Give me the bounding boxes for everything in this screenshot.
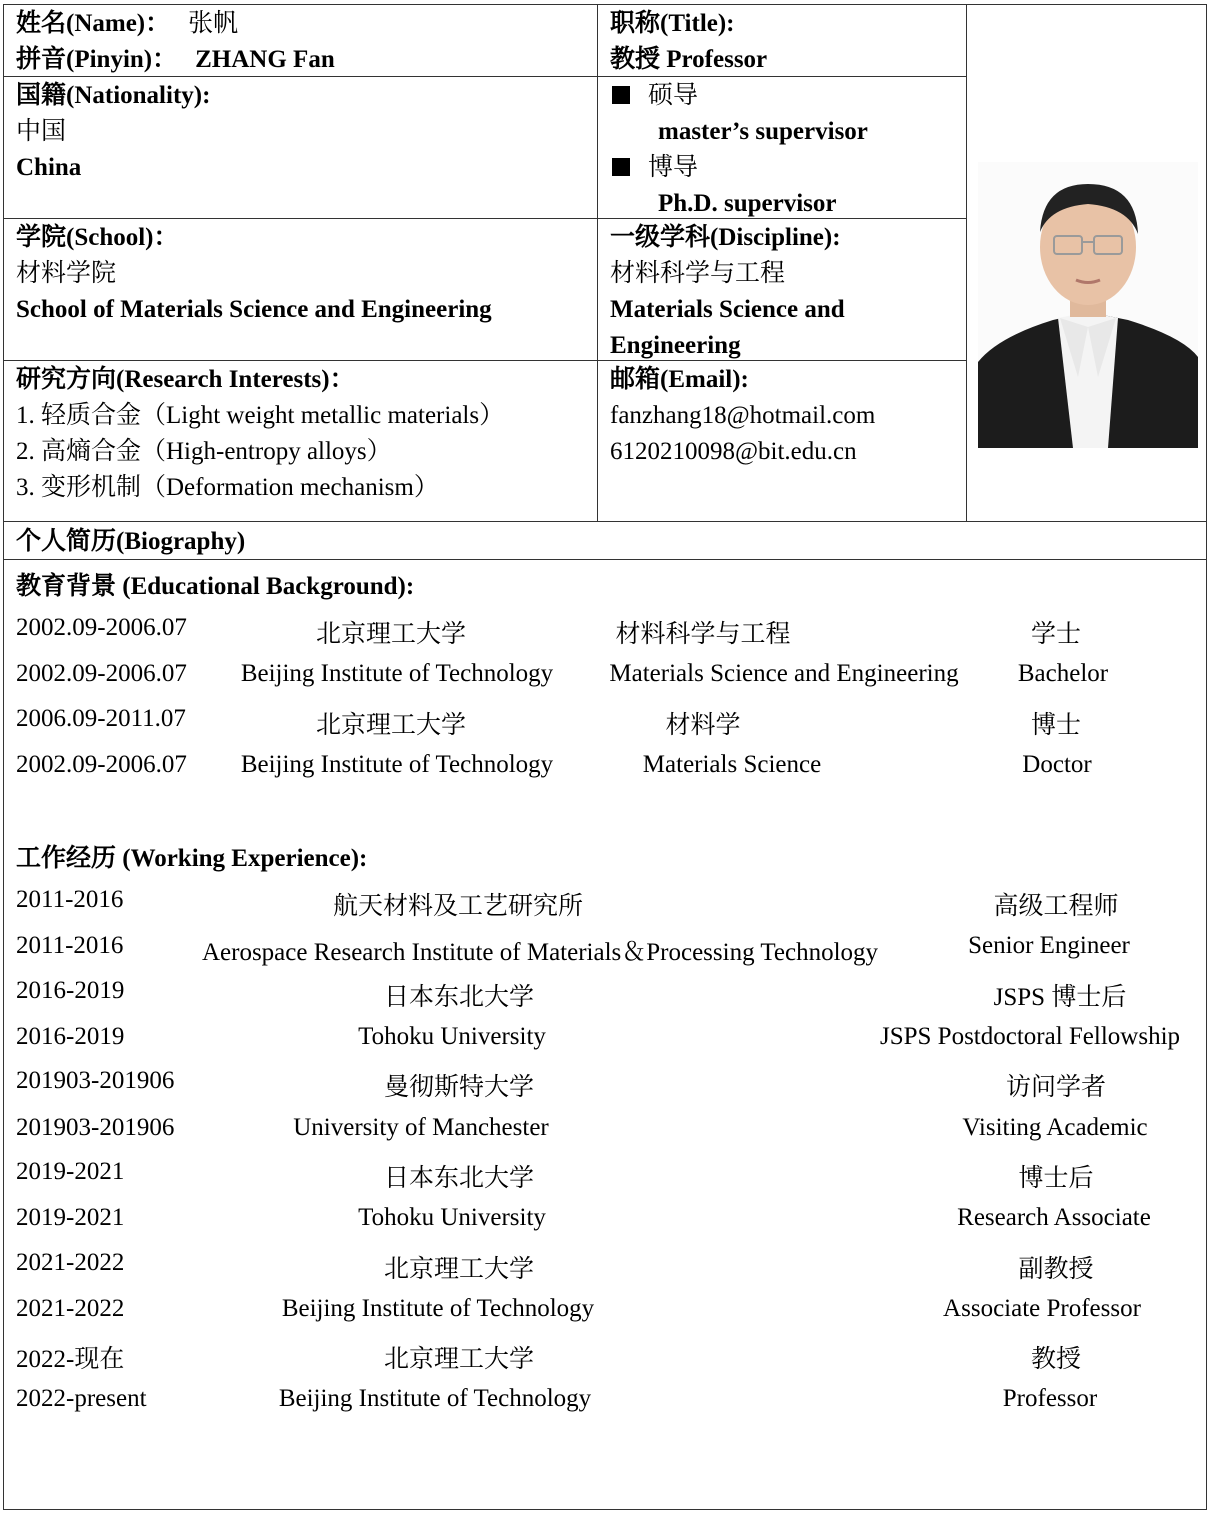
- nationality-cell: [16, 78, 210, 186]
- work-position: 博士后: [1018, 1165, 1094, 1192]
- research-item: 2. 高熵合金（High-entropy alloys）: [16, 438, 392, 465]
- work-org: 北京理工大学: [383, 1346, 535, 1373]
- work-position: Research Associate: [957, 1204, 1151, 1231]
- email-label: 邮箱(Email):: [610, 366, 749, 393]
- person-portrait-icon: [978, 162, 1198, 448]
- work-date: 2022-现在: [16, 1346, 125, 1373]
- work-date: 2016-2019: [16, 977, 125, 1004]
- work-org: Tohoku University: [358, 1023, 546, 1050]
- email-link[interactable]: 6120210098@bit.edu.cn: [610, 438, 857, 465]
- edu-date: 2006.09-2011.07: [16, 705, 186, 732]
- work-position: 访问学者: [1005, 1074, 1107, 1101]
- discipline-cell: [610, 220, 845, 364]
- work-position: Visiting Academic: [962, 1114, 1148, 1141]
- edu-degree: 博士: [1030, 712, 1082, 739]
- work-org: 曼彻斯特大学: [383, 1074, 535, 1101]
- work-org: Aerospace Research Institute of Materials＆Processing Technology: [201, 939, 879, 966]
- work-date: 2016-2019: [16, 1023, 125, 1050]
- discipline-en: Materials Science and: [610, 296, 845, 323]
- discipline-label: 一级学科(Discipline):: [610, 224, 841, 251]
- divider: [3, 521, 1207, 522]
- edu-degree: Bachelor: [1017, 660, 1109, 687]
- work-position: Professor: [1002, 1385, 1098, 1412]
- divider: [966, 4, 967, 522]
- work-position: 教授: [1030, 1346, 1082, 1373]
- work-date: 2011-2016: [16, 886, 124, 913]
- edu-institution: Beijing Institute of Technology: [240, 751, 554, 778]
- work-position: 高级工程师: [993, 893, 1119, 920]
- work-org: 航天材料及工艺研究所: [332, 893, 584, 920]
- title-label: 职称(Title):: [610, 10, 735, 37]
- biography-header: 个人简历(Biography): [16, 528, 246, 555]
- edu-date: 2002.09-2006.07: [16, 614, 187, 641]
- school-cell: [16, 220, 492, 328]
- edu-major: 材料科学与工程: [615, 621, 791, 648]
- edu-degree: Doctor: [1022, 751, 1092, 778]
- work-org: 北京理工大学: [383, 1256, 535, 1283]
- school-cn: 材料学院: [16, 260, 117, 287]
- nationality-cn: 中国: [16, 118, 67, 145]
- work-org: Beijing Institute of Technology: [281, 1295, 595, 1322]
- supervisor-master-en: master’s supervisor: [658, 118, 868, 145]
- supervisor-phd-cn: 博导: [648, 154, 699, 181]
- work-title: 工作经历 (Working Experience):: [16, 845, 368, 872]
- nationality-en: China: [16, 154, 82, 181]
- edu-institution: 北京理工大学: [315, 621, 467, 648]
- discipline-cn: 材料科学与工程: [610, 260, 786, 287]
- work-position: JSPS 博士后: [993, 984, 1127, 1011]
- work-org: 日本东北大学: [383, 984, 535, 1011]
- title-cell: [610, 6, 767, 78]
- email-cell: [610, 362, 875, 470]
- work-date: 2021-2022: [16, 1249, 125, 1276]
- work-date: 201903-201906: [16, 1067, 175, 1094]
- research-cell: [16, 362, 504, 506]
- research-label: 研究方向(Research Interests)：: [16, 366, 355, 393]
- edu-institution: 北京理工大学: [315, 712, 467, 739]
- portrait-photo: [978, 162, 1198, 448]
- work-org: University of Manchester: [293, 1114, 549, 1141]
- edu-date: 2002.09-2006.07: [16, 660, 187, 687]
- research-item: 1. 轻质合金（Light weight metallic materials）: [16, 402, 505, 429]
- work-date: 2019-2021: [16, 1204, 125, 1231]
- supervisor-phd-en: Ph.D. supervisor: [658, 190, 837, 217]
- work-date: 2019-2021: [16, 1158, 125, 1185]
- school-en: School of Materials Science and Engineering: [16, 296, 492, 323]
- name-label: 姓名(Name)：: [16, 10, 171, 37]
- edu-degree: 学士: [1030, 621, 1082, 648]
- work-position: Senior Engineer: [968, 932, 1130, 959]
- work-date: 201903-201906: [16, 1114, 175, 1141]
- edu-major: Materials Science: [642, 751, 822, 778]
- work-position: JSPS Postdoctoral Fellowship: [879, 1023, 1181, 1050]
- education-title: 教育背景 (Educational Background):: [16, 573, 415, 600]
- edu-major: 材料学: [665, 712, 741, 739]
- nationality-label: 国籍(Nationality):: [16, 82, 211, 109]
- work-position: Associate Professor: [943, 1295, 1141, 1322]
- pinyin-value: ZHANG Fan: [195, 46, 335, 73]
- email-link[interactable]: fanzhang18@hotmail.com: [610, 402, 876, 429]
- work-date: 2022-present: [16, 1385, 147, 1412]
- work-org: 日本东北大学: [383, 1165, 535, 1192]
- supervisor-master-cn: 硕导: [648, 82, 699, 109]
- edu-date: 2002.09-2006.07: [16, 751, 187, 778]
- research-item: 3. 变形机制（Deformation mechanism）: [16, 474, 439, 501]
- edu-institution: Beijing Institute of Technology: [240, 660, 554, 687]
- pinyin-label: 拼音(Pinyin)：: [16, 46, 178, 73]
- discipline-en-cont: Engineering: [610, 332, 741, 359]
- work-position: 副教授: [1018, 1256, 1094, 1283]
- school-label: 学院(School)：: [16, 224, 179, 251]
- name-value: 张帆: [188, 10, 239, 37]
- filled-square-icon: [612, 86, 630, 104]
- work-date: 2021-2022: [16, 1295, 125, 1322]
- supervisor-cell: [612, 78, 868, 222]
- edu-major: Materials Science and Engineering: [609, 660, 959, 687]
- filled-square-icon: [612, 158, 630, 176]
- divider: [597, 4, 598, 522]
- title-value: 教授 Professor: [610, 46, 768, 73]
- name-cell: [16, 6, 335, 78]
- work-org: Beijing Institute of Technology: [278, 1385, 592, 1412]
- work-org: Tohoku University: [358, 1204, 546, 1231]
- work-date: 2011-2016: [16, 932, 124, 959]
